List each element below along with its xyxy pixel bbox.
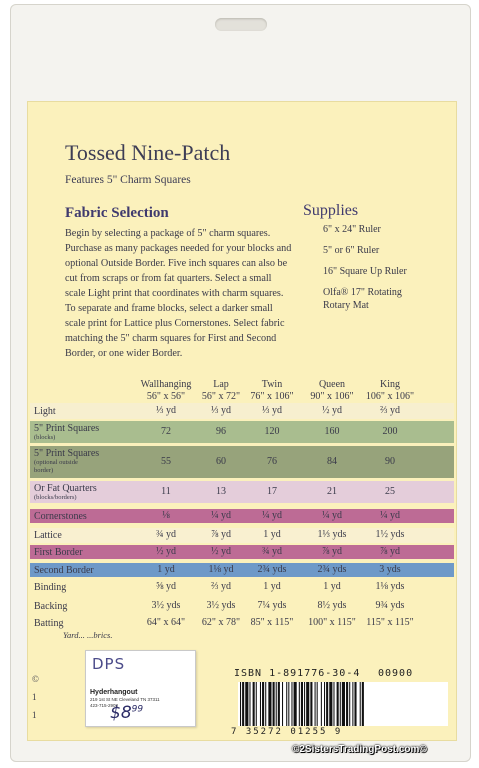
row-label [34, 511, 87, 522]
table-cell: ⅓ yd [262, 404, 282, 416]
row-label [34, 565, 94, 576]
column-name: Twin [261, 379, 283, 390]
barcode-bar [329, 682, 332, 726]
table-cell: ⅞ yd [380, 546, 400, 557]
barcode-bar [245, 682, 248, 726]
row-label-text: Backing [34, 601, 68, 612]
row-label [34, 406, 56, 417]
row-label-text: Binding [34, 582, 67, 593]
isbn: ISBN 1-891776-30-4 [234, 668, 361, 679]
covered-text: © [32, 674, 39, 684]
barcode-bar [291, 682, 292, 726]
covered-text: 1 [32, 692, 37, 702]
table-cell: ¼ yd [211, 510, 231, 521]
row-label-text: 5" Print Squares [34, 423, 100, 434]
table-cell: ⅞ yd [322, 546, 342, 557]
barcode-bar [324, 682, 325, 726]
table-cell: ¾ yd [262, 546, 282, 557]
barcode-bar [315, 682, 316, 726]
row-label-text: Or Fat Quarters [34, 483, 97, 494]
table-cell: 1 yd [263, 529, 281, 540]
barcode-bar [299, 682, 300, 726]
table-cell: 60 [216, 455, 226, 467]
column-size: 106" x 106" [365, 391, 415, 402]
barcode-bar [333, 682, 334, 726]
table-cell: 2¾ yds [317, 564, 347, 575]
pattern-booklet [28, 102, 456, 740]
table-cell: ½ yd [211, 546, 231, 557]
price-cents: 99 [131, 704, 144, 715]
table-row [30, 446, 454, 478]
table-cell: 11 [161, 485, 171, 497]
row-label-text: 5" Print Squares [34, 448, 100, 459]
price-sticker [85, 650, 196, 727]
table-cell: 3½ yds [206, 600, 236, 611]
barcode-bar [278, 682, 280, 726]
table-cell: ⅝ yd [156, 581, 176, 592]
table-cell: ⅞ yd [211, 529, 231, 540]
barcode-bar [346, 682, 348, 726]
table-cell: 7¼ yds [257, 600, 287, 611]
table-cell: 1⅛ yd [208, 564, 234, 575]
barcode-bar [260, 682, 261, 726]
table-cell: 115" x 115" [366, 617, 414, 628]
row-label-text: Light [34, 405, 56, 417]
table-row [30, 616, 454, 631]
barcode-bar [349, 682, 350, 726]
table-cell: 2¾ yds [257, 564, 287, 575]
column-header [301, 379, 363, 403]
row-label-text: Cornerstones [34, 510, 87, 522]
column-size: 76" x 106" [250, 391, 294, 402]
table-cell: 3 yds [379, 564, 401, 575]
barcode-bar [286, 682, 287, 726]
row-label [34, 618, 63, 629]
store-name: Hyderhangout [90, 689, 138, 696]
row-label-note: (optional outside border) [34, 459, 78, 474]
barcode-bar [276, 682, 277, 726]
barcode-bar [282, 682, 283, 726]
table-row [30, 563, 454, 577]
table-cell: 17 [267, 485, 277, 497]
table-row [30, 545, 454, 559]
fabric-paragraph: Begin by selecting a package of 5" charm squares. Purchase as many packages needed for your blocks and optional Outside Border. Five inch squares can also be cut from scraps or from fat quarters. Select a small scale Light print that coordinates with charm squares. To separate and frame blocks, select a darker small scale print for Lattice plus Cornerstones. Select fabric matching the 5" charm squares for First and Second Border, or one wider Border. [65, 228, 292, 359]
column-header [359, 379, 421, 403]
table-cell: ¾ yd [156, 529, 176, 540]
barcode-bar [249, 682, 250, 726]
barcode [238, 682, 448, 726]
table-cell: ¼ yd [380, 510, 400, 521]
barcode-bar [310, 682, 312, 726]
barcode-bar [337, 682, 339, 726]
column-size: 90" x 106" [310, 391, 354, 402]
table-cell: 3½ yds [151, 600, 181, 611]
row-label-note: (blocks) [34, 434, 56, 441]
barcode-bar [306, 682, 309, 726]
row-label [34, 547, 83, 558]
supply-item: 5" or 6" Ruler [323, 245, 380, 256]
footnote: Yard... ...brics. [63, 630, 113, 640]
column-name: King [380, 379, 400, 390]
barcode-bar [262, 682, 264, 726]
isbn-price-code: 00900 [378, 668, 414, 679]
table-cell: 72 [161, 425, 171, 437]
watermark: ©2SistersTradingPost.com© [292, 744, 427, 755]
barcode-bar [265, 682, 266, 726]
barcode-bar [273, 682, 275, 726]
barcode-bar [317, 682, 318, 726]
barcode-bar [253, 682, 255, 726]
column-name: Queen [318, 379, 346, 390]
table-cell: ½ yd [156, 546, 176, 557]
row-label [34, 530, 62, 541]
table-cell: ⅓ yd [211, 404, 231, 416]
supply-item: 6" x 24" Ruler [323, 224, 381, 235]
table-cell: 25 [385, 485, 395, 497]
fabric-heading: Fabric Selection [65, 205, 169, 221]
row-label [34, 448, 99, 475]
page-title: Tossed Nine-Patch [65, 140, 231, 165]
barcode-bar [256, 682, 257, 726]
table-row [30, 421, 454, 443]
barcode-bar [321, 682, 322, 726]
barcode-bar [340, 682, 341, 726]
table-row [30, 580, 454, 595]
table-cell: 55 [161, 455, 171, 467]
row-label-text: Second Border [34, 564, 94, 576]
price [110, 703, 143, 723]
row-label-text: Batting [34, 618, 64, 629]
barcode-bar [326, 682, 328, 726]
table-cell: 76 [267, 455, 277, 467]
row-label-text: First Border [34, 546, 83, 558]
table-cell: ½ yd [322, 404, 342, 416]
page-subtitle: Features 5" Charm Squares [65, 174, 191, 186]
table-cell: 1 yd [323, 581, 341, 592]
table-cell: ¼ yd [262, 510, 282, 521]
store-address: 219 1st St NE Cleveland TN 37311 423-715-2908 [90, 697, 160, 708]
table-cell: 1⅛ yds [375, 581, 405, 592]
barcode-bar [354, 682, 356, 726]
table-cell: 120 [264, 425, 280, 437]
barcode-digits: 7 35272 01255 9 [231, 727, 343, 737]
table-cell: 160 [324, 425, 340, 437]
barcode-bar [242, 682, 244, 726]
table-cell: 96 [216, 425, 226, 437]
column-size: 56" x 56" [146, 391, 186, 402]
barcode-bar [294, 682, 297, 726]
barcode-bar [288, 682, 289, 726]
table-cell: 200 [382, 425, 398, 437]
barcode-bar [352, 682, 353, 726]
table-cell: 84 [327, 455, 337, 467]
row-label [34, 423, 99, 442]
table-cell: 64" x 64" [146, 617, 186, 628]
sticker-code: DPS [92, 655, 126, 673]
barcode-bar [304, 682, 305, 726]
supply-item: 16" Square Up Ruler [323, 266, 407, 277]
row-label [34, 601, 67, 612]
table-cell: ⅔ yd [211, 581, 231, 592]
supply-item: Olfa® 17" Rotating Rotary Mat [323, 287, 402, 311]
table-row [30, 528, 454, 543]
table-cell: 100" x 115" [308, 617, 356, 628]
table-cell: 62" x 78" [201, 617, 241, 628]
row-label [34, 582, 66, 593]
price-dollars: $8 [110, 703, 132, 723]
table-row [30, 509, 454, 523]
table-cell: 21 [327, 485, 337, 497]
table-cell: 1 yd [263, 581, 281, 592]
table-cell: 1 yd [157, 564, 175, 575]
table-cell: 1½ yds [375, 529, 405, 540]
table-cell: 85" x 115" [250, 617, 294, 628]
table-cell: 8½ yds [317, 600, 347, 611]
table-cell: ⅓ yd [156, 404, 176, 416]
row-label [34, 483, 97, 502]
column-header [135, 379, 197, 403]
barcode-bar [268, 682, 271, 726]
row-label-text: Lattice [34, 530, 62, 541]
column-name: Lap [213, 379, 229, 390]
barcode-bar [240, 682, 241, 726]
table-cell: ⅔ yd [380, 404, 400, 416]
table-cell: 1⅓ yds [317, 529, 347, 540]
supplies-list [323, 223, 453, 320]
table-cell: ¼ yd [322, 510, 342, 521]
covered-text: 1 [32, 710, 37, 720]
barcode-bar [301, 682, 303, 726]
column-header [241, 379, 303, 403]
column-name: Wallhanging [140, 379, 192, 390]
row-label-note: (blocks/borders) [34, 494, 77, 501]
barcode-bar [362, 682, 364, 726]
table-row [30, 481, 454, 503]
table-row [30, 403, 454, 419]
table-cell: 9¾ yds [375, 600, 405, 611]
barcode-bar [360, 682, 361, 726]
hang-hole [215, 18, 267, 31]
column-size: 56" x 72" [201, 391, 241, 402]
table-cell: ⅛ [162, 510, 170, 521]
table-cell: 13 [216, 485, 226, 497]
barcode-bar [342, 682, 345, 726]
supplies-heading: Supplies [303, 202, 359, 219]
table-row [30, 599, 454, 614]
table-cell: 90 [385, 455, 395, 467]
